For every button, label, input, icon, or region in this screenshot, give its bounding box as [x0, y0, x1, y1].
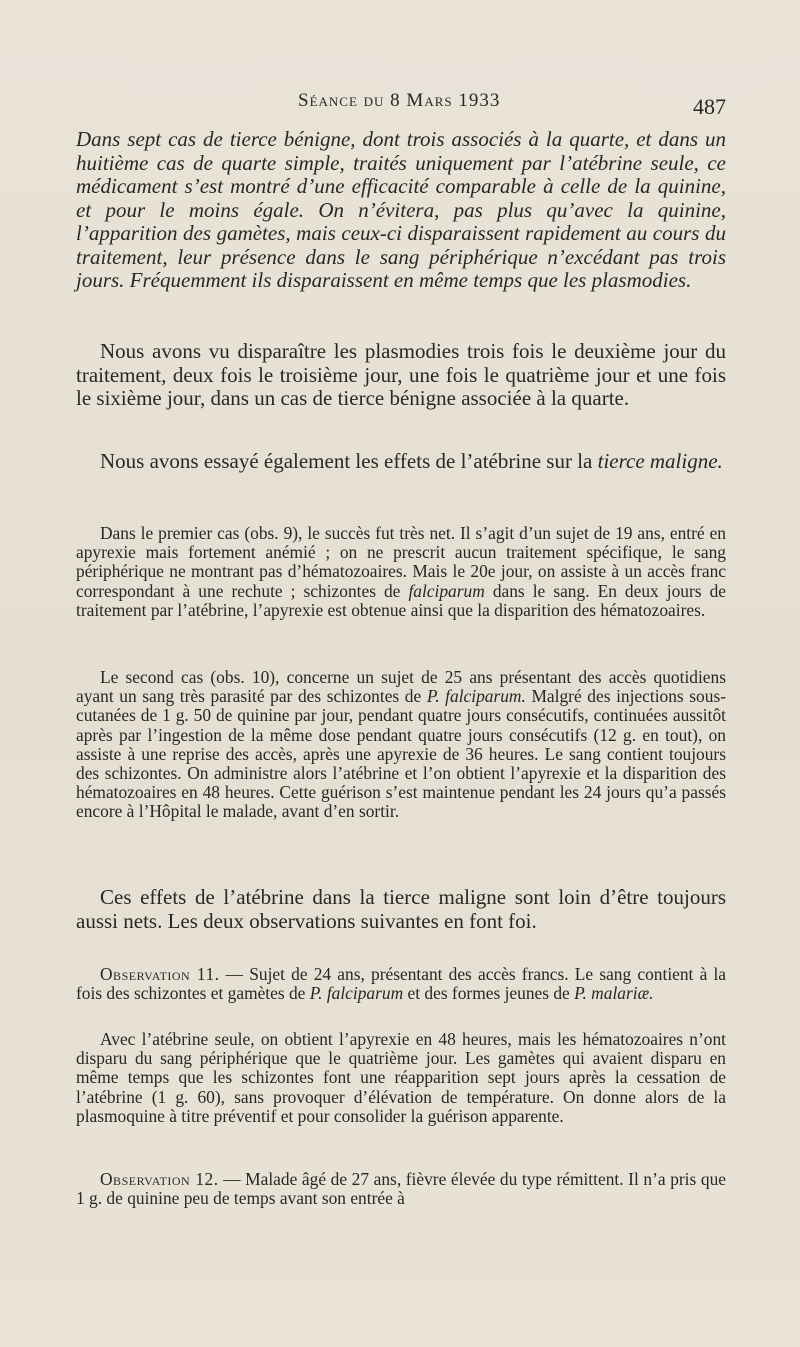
- paragraph-text-roman: Nous avons essayé également les effets de l’atébrine sur la: [100, 449, 598, 473]
- text-run-italic: falciparum: [408, 580, 485, 601]
- paragraph-text: Ces effets de l’atébrine dans la tierce maligne sont loin d’être toujours aussi nets. Les deux observations suivantes en font foi.: [76, 885, 726, 933]
- paragraph-text: [76, 524, 726, 620]
- paragraph-text: [76, 668, 726, 822]
- page-number: 487: [693, 94, 726, 119]
- paragraph-obs-9: [76, 524, 726, 620]
- paragraph-text: [76, 450, 726, 474]
- text-run: et des formes jeunes de: [403, 983, 575, 1004]
- paragraph-obs-10: [76, 668, 726, 822]
- text-run-italic: P. malariæ.: [574, 983, 654, 1004]
- paragraph-tierce-maligne-intro: [76, 450, 726, 474]
- paragraph-text: Nous avons vu disparaître les plasmodies trois fois le deuxième jour du traitement, deux fois le troisième jour, une fois le quatrième jour et une fois le sixième jour, dans un cas de tierce bénigne associée à la quarte.: [76, 339, 726, 410]
- paragraph-text: [76, 965, 726, 1003]
- paragraph-disappearance: [76, 340, 726, 411]
- paragraph-text: [76, 1170, 726, 1208]
- text-run: Le second cas (obs. 10), concerne un sujet de 25 ans présentant des accès quotidiens ayant un sang très parasité par des schizontes de: [76, 667, 726, 707]
- text-run-italic: P. falciparum.: [426, 686, 526, 707]
- text-run: Dans le premier cas (obs. 9), le succès fut très net. Il s’agit d’un sujet de 19 ans, entré en apyrexie mais fortement anémié ; on ne prescrit aucun traitement spécifique, le sang périphérique ne montrant pas d’hématozoaires. Mais le 20e jour, on assiste à un accès franc correspondant à une rechute ; schizontes de: [76, 523, 726, 601]
- text-run: dans le sang. En deux jours de traitement par l’atébrine, l’apyrexie est obtenue ainsi que la disparition des hématozoaires.: [76, 580, 726, 620]
- text-run-italic: P. falciparum: [309, 983, 404, 1004]
- page-header: [0, 90, 800, 120]
- text-run: — Sujet de 24 ans, présentant des accès francs. Le sang contient à la fois des schizontes et gamètes de: [76, 964, 727, 1004]
- text-run: — Malade âgé de 27 ans, fièvre élevée du type rémittent. Il n’a pris que 1 g. de quinine peu de temps avant son entrée à: [76, 1169, 726, 1209]
- paragraph-text: Dans sept cas de tierce bénigne, dont trois associés à la quarte, et dans un huitième cas de quarte simple, traités uniquement par l’atébrine seule, ce médicament s’est montré d’une efficacité comparable à celle de la quinine, et pour le moins égale. On n’évitera, pas plus qu’avec la quinine, l’apparition des gamètes, mais ceux-ci disparaissent rapidement au cours du traitement, leur présence dans le sang périphérique n’excédant pas trois jours. Fréquemment ils disparaissent en même temps que les plasmodies.: [76, 127, 726, 292]
- observation-12: [76, 1170, 726, 1208]
- paragraph-text: Avec l’atébrine seule, on obtient l’apyrexie en 48 heures, mais les hématozoaires n’ont disparu du sang périphérique que le quatrième jour. Les gamètes qui avaient disparu en même temps que les schizontes font une réapparition sept jours après la cessation de l’atébrine (1 g. 60), sans provoquer d’élévation de température. On donne alors de la plasmoquine à titre préventif et pour consolider la guérison apparente.: [76, 1029, 726, 1126]
- observation-label: Observation 11.: [100, 964, 220, 984]
- paragraph-effects: [76, 886, 726, 933]
- paragraph-obs-11-continued: [76, 1030, 726, 1126]
- observation-11: [76, 965, 726, 1003]
- paragraph-text-italic: tierce maligne.: [597, 449, 723, 473]
- running-head: Séance du 8 Mars 1933: [298, 90, 501, 111]
- paragraph-italic-summary: [76, 128, 726, 293]
- text-run: Malgré des injections sous-cutanées de 1 g. 50 de quinine par jour, pendant quatre jours consécutifs, continuées aussitôt après par l’ingestion de la même dose pendant quatre jours consécutifs (12 g. en tout), on assiste à une reprise des accès, après une apyrexie de 36 heures. Le sang contient toujours des schizontes. On administre alors l’atébrine et l’on obtient l’apyrexie et la disparition des hématozoaires en 48 heures. Cette guérison s’est maintenue pendant les 24 jours qu’a passés encore à l’Hôpital le malade, avant d’en sortir.: [76, 686, 727, 822]
- observation-label: Observation 12.: [100, 1169, 219, 1189]
